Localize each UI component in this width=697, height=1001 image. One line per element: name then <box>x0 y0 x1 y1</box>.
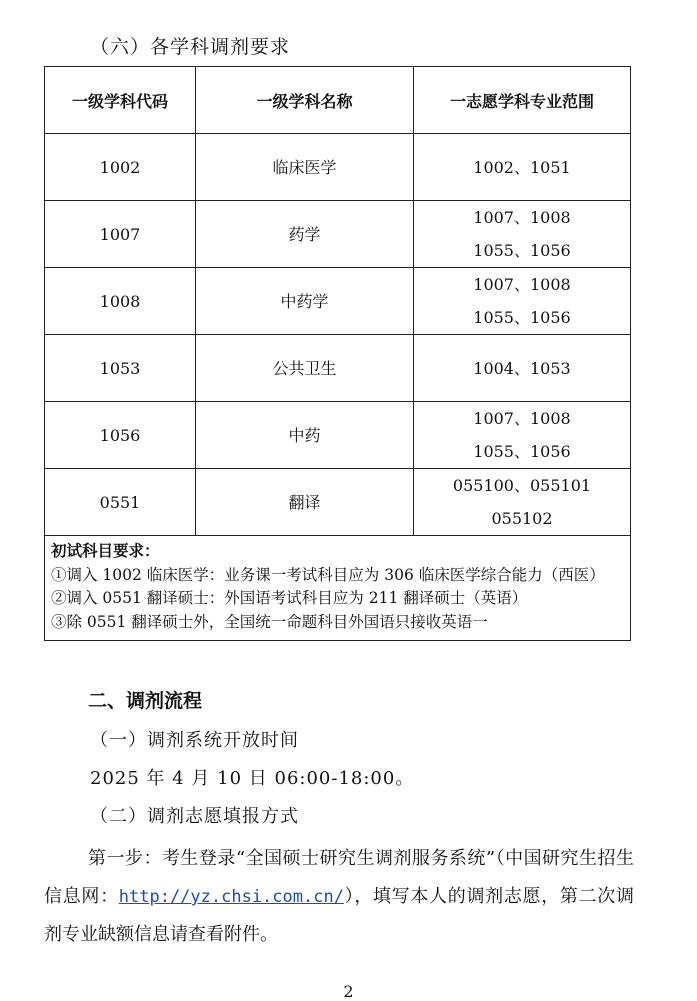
cell-range <box>414 268 631 335</box>
cell-name: 公共卫生 <box>196 335 414 402</box>
cell-range <box>414 469 631 536</box>
range-line: 1055、1056 <box>473 241 571 260</box>
notes-title: 初试科目要求： <box>51 542 160 560</box>
cell-code: 1053 <box>45 335 196 402</box>
header-name: 一级学科名称 <box>196 67 414 134</box>
step1-paragraph <box>44 840 634 954</box>
cell-code: 1007 <box>45 201 196 268</box>
table-header-row <box>45 67 631 134</box>
cell-name: 中药 <box>196 402 414 469</box>
header-range: 一志愿学科专业范围 <box>414 67 631 134</box>
cell-range <box>414 335 631 402</box>
subheading-open-time: （一）调剂系统开放时间 <box>90 730 299 751</box>
range-line: 1007、1008 <box>473 275 571 294</box>
cell-range <box>414 402 631 469</box>
page-number: 2 <box>343 982 354 1001</box>
table-row <box>45 469 631 536</box>
table-row <box>45 201 631 268</box>
cell-code: 1008 <box>45 268 196 335</box>
cell-name: 中药学 <box>196 268 414 335</box>
cell-name: 翻译 <box>196 469 414 536</box>
open-time-text: 2025 年 4 月 10 日 06:00-18:00。 <box>90 768 415 789</box>
note-item: ②调入 0551 翻译硕士：外国语考试科目应为 211 翻译硕士（英语） <box>51 589 528 607</box>
range-line: 055100、055101 <box>452 476 592 495</box>
cell-code: 1002 <box>45 134 196 201</box>
table-row <box>45 335 631 402</box>
table-row <box>45 402 631 469</box>
table-row <box>45 134 631 201</box>
table-row <box>45 268 631 335</box>
step1-text-after: ），填写本人的调剂志愿，第二次调剂专业缺额信息请查看附件。 <box>44 886 634 945</box>
range-line: 1055、1056 <box>473 442 571 461</box>
range-line: 1002、1051 <box>473 157 571 177</box>
exam-requirements-cell <box>45 536 631 641</box>
note-item: ①调入 1002 临床医学：业务课一考试科目应为 306 临床医学综合能力（西医） <box>51 565 605 584</box>
range-line: 1007、1008 <box>473 409 571 428</box>
notes-row <box>45 536 631 641</box>
heading-adjustment-process: 二、调剂流程 <box>88 690 203 712</box>
cell-range <box>414 201 631 268</box>
range-line: 1007、1008 <box>473 208 571 227</box>
adjustment-requirements-table <box>44 66 631 641</box>
range-line: 1004、1053 <box>473 358 571 378</box>
subheading-fill-method: （二）调剂志愿填报方式 <box>90 806 299 827</box>
cell-code: 0551 <box>45 469 196 536</box>
cell-code: 1056 <box>45 402 196 469</box>
header-code: 一级学科代码 <box>45 67 196 134</box>
chsi-link[interactable]: http://yz.chsi.com.cn/ <box>118 887 344 907</box>
cell-range <box>414 134 631 201</box>
range-line: 1055、1056 <box>473 308 571 327</box>
note-item: ③除 0551 翻译硕士外，全国统一命题科目外国语只接收英语一 <box>51 612 488 631</box>
cell-name: 药学 <box>196 201 414 268</box>
range-line: 055102 <box>491 509 553 528</box>
step1-text-before: 第一步：考生登录“全国硕士研究生调剂服务系统”（中国研究生招生信息网： <box>44 848 634 907</box>
cell-name: 临床医学 <box>196 134 414 201</box>
section-title: （六）各学科调剂要求 <box>90 36 291 58</box>
